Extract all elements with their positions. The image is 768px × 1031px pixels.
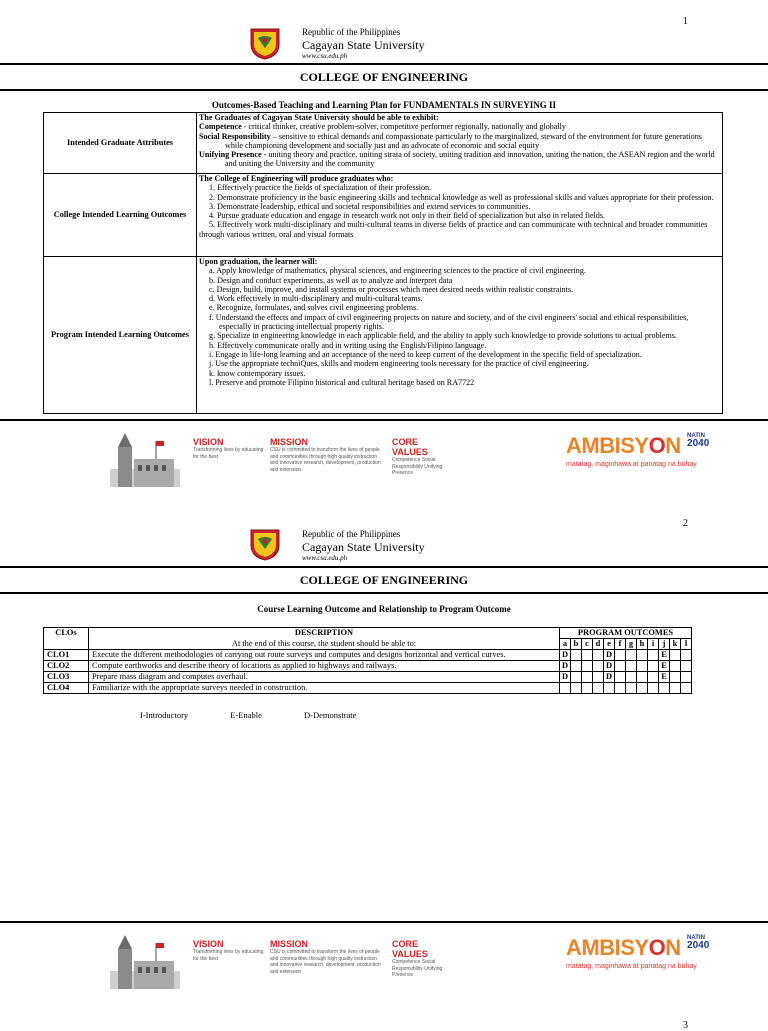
po-mark [571,672,582,683]
college-title: COLLEGE OF ENGINEERING [299,70,469,84]
po-letter: a [560,639,571,650]
attribute-term: Social Responsibility [199,131,271,141]
clo-id: CLO3 [44,672,89,683]
core-values-text: Competence Social Responsibility Unifying Presence [392,457,443,476]
vision-text: Transforming lives by educating for the best [193,447,264,460]
po-letter: j [659,639,670,650]
po-mark [648,672,659,683]
clo-description: Prepare mass diagram and computes overhaul. [89,672,560,683]
po-letter: c [582,639,593,650]
attribute-text: - uniting theory and practice, uniting strata of society, uniting tradition and innovation, uniting the nation, the ASEAN region and the world and uniting the University and the community [225,150,715,169]
page-footer [0,419,768,497]
po-mark [626,672,637,683]
attribute-term: Competence [199,122,242,132]
university-name: Cagayan State University [302,540,425,554]
graduate-attributes-intro: The Graduates of Cagayan State University should be able to exhibit: [199,113,439,122]
page-number: 2 [683,518,688,529]
core-values-title: CORE VALUES [392,437,428,457]
plan-title: Outcomes-Based Teaching and Learning Plan for FUNDAMENTALS IN SURVEYING II [211,100,557,110]
program-outcomes-intro: Upon graduation, the learner will: [199,257,318,266]
po-mark [648,661,659,672]
po-mark [615,661,626,672]
ambisyon-n: N [665,935,681,960]
year-label: 2040 [687,438,710,449]
po-mark: E [659,650,670,661]
po-mark [681,650,692,661]
table-row [44,113,723,174]
po-mark: D [560,672,571,683]
po-mark [571,650,582,661]
college-outcomes-cell [197,174,723,257]
po-mark [593,683,604,694]
list-item: d. Work effectively in multi-disciplinary and multi-cultural teams. [209,294,423,304]
table-row [44,672,692,683]
table-header-row [44,639,692,650]
clo-id: CLO4 [44,683,89,694]
po-mark [648,683,659,694]
po-letter: k [670,639,681,650]
table-row [44,661,692,672]
ambisyon-tagline: matatag, maginhawa at panatag na buhay [566,461,697,468]
natin-label: NATIN [687,935,705,941]
po-mark [626,661,637,672]
ambisyon-logo [566,935,709,970]
footer-rule [0,419,768,421]
list-item: a. Apply knowledge of mathematics, physical sciences, and engineering sciences to the practice of civil engineering. [209,266,586,276]
po-letter: l [681,639,692,650]
footer-rule [0,921,768,923]
ambisyon-n: N [665,433,681,458]
clo-table [43,627,692,694]
college-title: COLLEGE OF ENGINEERING [299,573,469,587]
description-subheader: At the end of this course, the student should be able to: [89,639,560,650]
legend-introductory: I-Introductory [140,710,189,720]
university-seal-icon [248,26,282,60]
vision-title: VISION [193,437,224,447]
legend-demonstrate: D-Demonstrate [304,710,357,720]
po-mark: D [560,661,571,672]
page-number: 3 [683,1020,688,1031]
table-row [44,174,723,257]
program-outcomes-cell [197,257,723,414]
list-item: i. Engage in life-long learning and an acceptance of the need to keep current of the development in the specific field of specialization. [209,349,642,359]
header-rule [0,592,768,594]
header-rule [0,89,768,91]
po-mark [648,650,659,661]
university-seal-icon [248,527,282,561]
ambisyon-logo [566,433,709,468]
po-mark: E [659,661,670,672]
outcome-legend [140,710,396,720]
list-item: h. Effectively communicate orally and in writing using the English/Filipino language. [209,340,487,350]
page-footer [0,921,768,999]
po-mark: D [604,650,615,661]
po-mark [593,661,604,672]
attribute-text: – sensitive to ethical demands and compassionate particularly to the marginalized, steward of the environment for future generations while championing development and socially just and an advocate of economic and social equity [225,131,702,150]
university-building-icon [110,427,180,487]
list-item: 2. Demonstrate proficiency in the basic engineering skills and technical knowledge as well as professional skills and values appropriate for their profession. [209,192,714,202]
po-mark [615,683,626,694]
header-rule [0,63,768,65]
clo-id: CLO1 [44,650,89,661]
vision-text: Transforming lives by educating for the best [193,949,264,962]
vision-title: VISION [193,939,224,949]
republic-label: Republic of the Philippines [302,27,401,37]
core-values-title: CORE VALUES [392,939,428,959]
po-mark: D [604,661,615,672]
list-item: 1. Effectively practice the fields of specialization of their profession. [209,183,432,193]
table-row [44,650,692,661]
po-letter: i [648,639,659,650]
po-letter: d [593,639,604,650]
table-row [44,683,692,694]
ambisyon-word: AMBISY [566,935,649,960]
list-item: j. Use the appropriate techniQues, skills and modern engineering tools necessary for the practice of civil engineering. [209,359,589,369]
po-mark [593,650,604,661]
ambisyon-o: O [648,433,666,458]
col-clos: CLOs [44,628,89,650]
po-mark [637,683,648,694]
clo-description: Compute earthworks and describe theory of locations as applied to highways and railways. [89,661,560,672]
natin-label: NATIN [687,433,705,439]
po-mark [670,683,681,694]
university-website: www.csu.edu.ph [302,554,348,562]
list-item: l. Preserve and promote Filipino historical and cultural heritage based on RA7722 [209,377,475,387]
clo-description: Execute the different methodologies of carrying out route surveys and computes and designs horizontal and vertical curves. [89,650,560,661]
college-outcomes-intro: The College of Engineering will produce graduates who: [199,174,394,183]
po-mark [582,661,593,672]
po-mark: D [604,672,615,683]
mission-title: MISSION [270,437,309,447]
mission-text: CSU is committed to transform the lives of people and communities through high quality instruction and innovative research, development, production and extension. [270,447,381,473]
po-mark [670,672,681,683]
attribute-text: - critical thinker, creative problem-solver, competitive performer regionally, nationally and globally [241,122,566,132]
po-mark [670,650,681,661]
ambisyon-o: O [648,935,666,960]
university-website: www.csu.edu.ph [302,52,348,60]
list-item: f. Understand the effects and impact of civil engineering projects on nature and society, and of the civil engineers' social and ethical responsibilities, especially in practicing intellectual property rights. [209,312,689,332]
list-item: 3. Demonstrate leadership, ethical and societal responsibilities and extend services to communities. [209,201,531,211]
core-values-text: Competence Social Responsibility Unifying Presence [392,959,443,978]
po-letter: h [637,639,648,650]
clo-section-title: Course Learning Outcome and Relationship to Program Outcome [257,604,511,614]
legend-enable: E-Enable [230,710,262,720]
po-mark [637,672,648,683]
po-mark [670,661,681,672]
po-mark [637,661,648,672]
po-mark [571,683,582,694]
list-item: c. Design, build, improve, and install systems or processes which meet desired needs within realistic constraints. [209,284,574,294]
po-mark [593,672,604,683]
mission-text: CSU is committed to transform the lives of people and communities through high quality instruction and innovative research, development, production and extension. [270,949,381,975]
ambisyon-tagline: matatag, maginhawa at panatag na buhay [566,963,697,970]
university-building-icon [110,929,180,989]
year-label: 2040 [687,940,710,951]
po-mark [659,683,670,694]
col-program-outcomes: PROGRAM OUTCOMES [560,628,692,639]
po-mark [582,672,593,683]
po-mark: E [659,672,670,683]
list-item: 4. Pursue graduate education and engage in research work not only in their field of specialization but also in related fields. [209,211,606,221]
attribute-term: Unifying Presence [199,150,262,160]
list-item: g. Specialize in engineering knowledge in each applicable field, and the ability to apply such knowledge to provide solutions to actual problems. [209,331,677,341]
program-outcomes-label: Program Intended Learning Outcomes [44,257,197,414]
po-letter: b [571,639,582,650]
list-item: k. know contemporary issues. [209,368,306,378]
table-header-row [44,628,692,639]
clo-description: Familiarize with the appropriate surveys needed in construction. [89,683,560,694]
university-name: Cagayan State University [302,38,425,52]
table-row [44,257,723,414]
col-description: DESCRIPTION [89,628,560,639]
list-item: b. Design and conduct experiments, as well as to analyze and interpret data [209,275,453,285]
po-mark [637,650,648,661]
po-mark [681,661,692,672]
republic-label: Republic of the Philippines [302,529,401,539]
mission-title: MISSION [270,939,309,949]
list-item: 5. Effectively work multi-disciplinary and multi-cultural teams in diverse fields of practice and can communicate with technical and broader communities through various written, oral and visual formats [199,220,708,239]
po-mark: D [560,650,571,661]
clo-id: CLO2 [44,661,89,672]
graduate-attributes-label: Intended Graduate Attributes [44,113,197,174]
ambisyon-word: AMBISY [566,433,649,458]
header-rule [0,566,768,568]
po-mark [560,683,571,694]
page-number: 1 [683,16,688,27]
po-mark [626,650,637,661]
po-letter: f [615,639,626,650]
po-mark [615,672,626,683]
college-outcomes-label: College Intended Learning Outcomes [44,174,197,257]
po-mark [626,683,637,694]
graduate-attributes-cell [197,113,723,174]
po-mark [615,650,626,661]
po-letter: e [604,639,615,650]
po-mark [582,650,593,661]
po-mark [571,661,582,672]
po-letter: g [626,639,637,650]
po-mark [681,672,692,683]
po-mark [604,683,615,694]
po-mark [582,683,593,694]
outcomes-table [43,112,723,414]
po-mark [681,683,692,694]
list-item: e. Recognize, formulates, and solves civil engineering problems. [209,303,419,313]
